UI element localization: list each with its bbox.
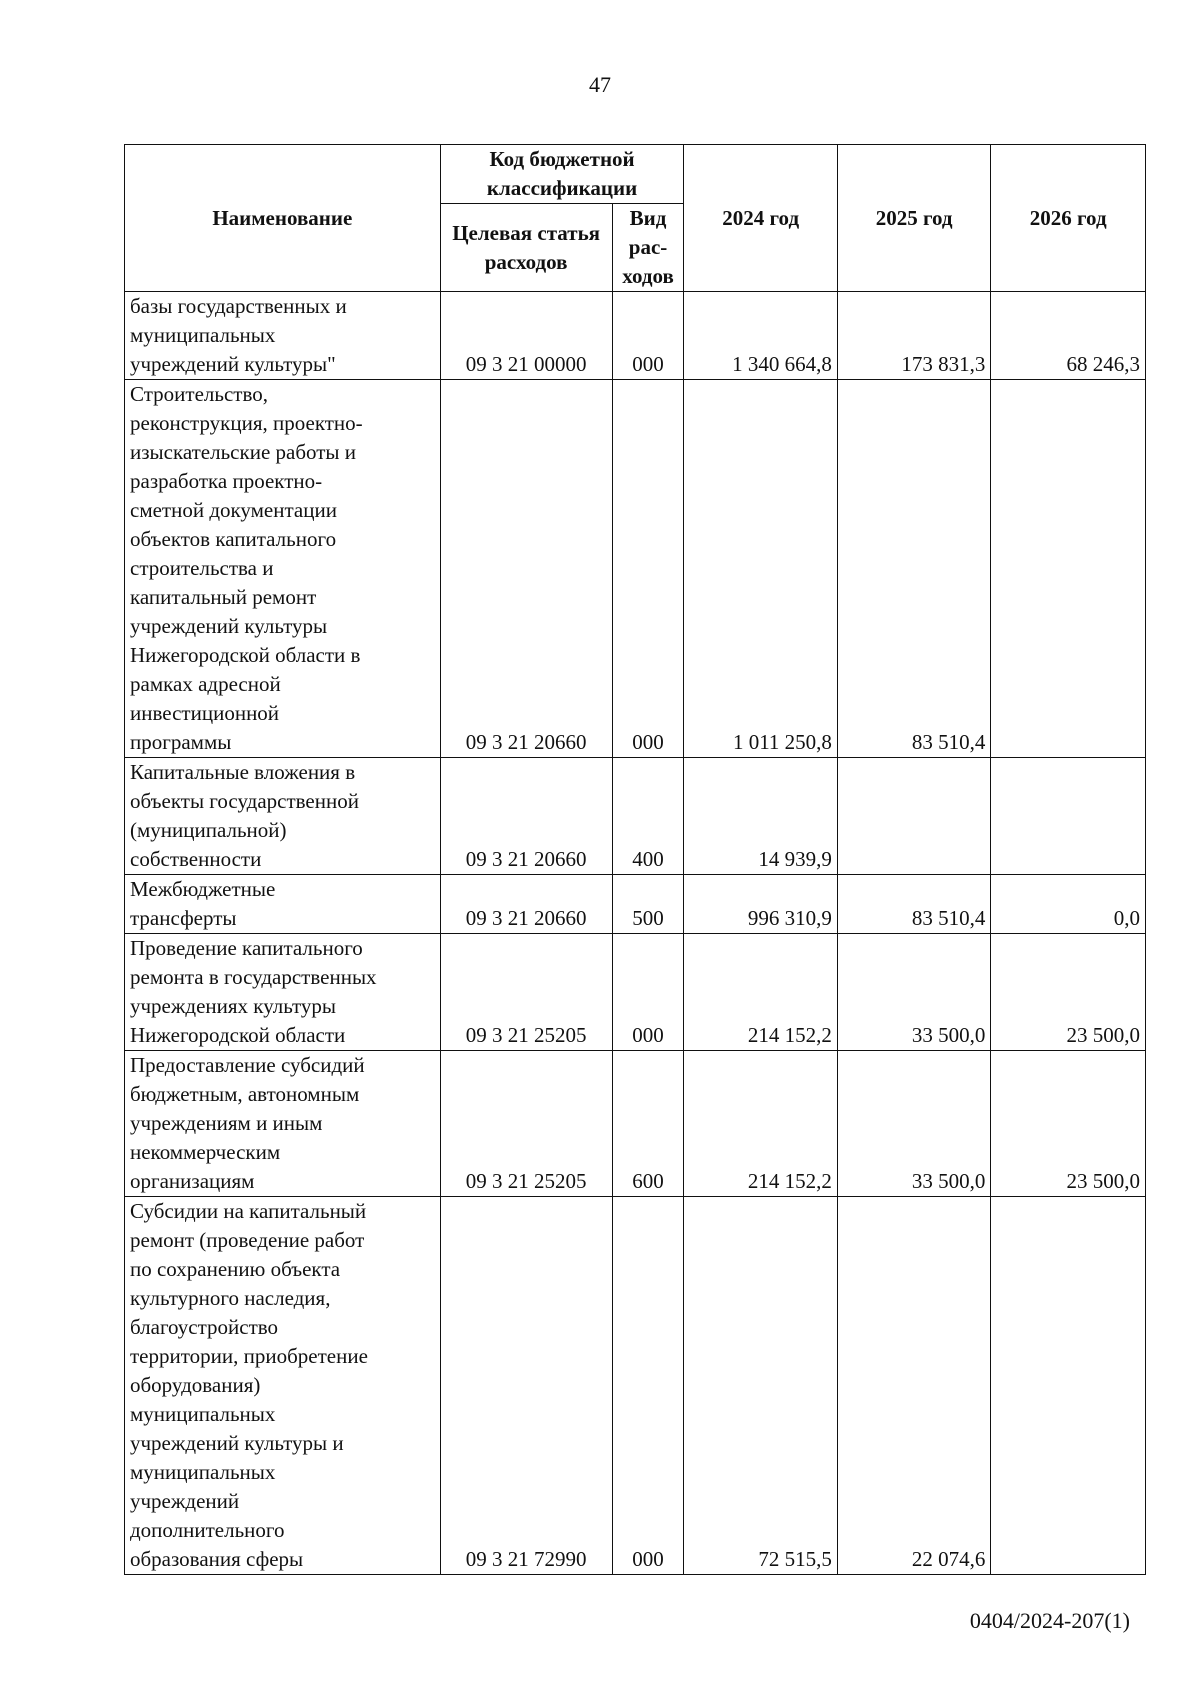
row-name-line: собственности <box>130 847 262 871</box>
row-value-2025: 22 074,6 <box>837 1197 990 1575</box>
row-value-2025: 173 831,3 <box>837 292 990 380</box>
row-value-2024: 1 340 664,8 <box>684 292 837 380</box>
row-name <box>125 758 441 875</box>
row-name-line: Капитальные вложения в <box>130 760 356 784</box>
row-value-2026 <box>991 1197 1146 1575</box>
table-row <box>125 1197 1146 1575</box>
row-name-line: Проведение капитального <box>130 936 363 960</box>
row-name-line: учреждений культуры" <box>130 352 336 376</box>
row-name-line: программы <box>130 730 232 754</box>
table-row <box>125 380 1146 758</box>
row-name-line: некоммерческим <box>130 1140 281 1164</box>
row-name-line: (муниципальной) <box>130 818 287 842</box>
row-expense-type: 500 <box>612 875 684 934</box>
row-name-line: Межбюджетные <box>130 877 276 901</box>
row-name-line: по сохранению объекта <box>130 1257 341 1281</box>
header-2025: 2025 год <box>837 145 990 292</box>
row-name-line: учреждений культуры <box>130 614 328 638</box>
row-name-line: рамках адресной <box>130 672 281 696</box>
row-value-2026: 23 500,0 <box>991 1051 1146 1197</box>
row-name-line: капитальный ремонт <box>130 585 317 609</box>
row-value-2025: 83 510,4 <box>837 875 990 934</box>
row-value-2026: 0,0 <box>991 875 1146 934</box>
row-name-line: Субсидии на капитальный <box>130 1199 367 1223</box>
row-name-line: ремонта в государственных <box>130 965 377 989</box>
row-name-line: культурного наследия, <box>130 1286 331 1310</box>
row-name-line: учреждениях культуры <box>130 994 337 1018</box>
row-value-2024: 996 310,9 <box>684 875 837 934</box>
table-row <box>125 292 1146 380</box>
row-name-line: Предоставление субсидий <box>130 1053 365 1077</box>
row-value-2025 <box>837 758 990 875</box>
row-name <box>125 934 441 1051</box>
row-name-line: благоустройство <box>130 1315 279 1339</box>
row-name-line: трансферты <box>130 906 237 930</box>
row-value-2026: 68 246,3 <box>991 292 1146 380</box>
row-target-article: 09 3 21 72990 <box>440 1197 612 1575</box>
row-value-2026 <box>991 380 1146 758</box>
table-body <box>125 292 1146 1575</box>
header-expense-type: Вид рас-ходов <box>612 204 684 292</box>
header-code-group: Код бюджетной классификации <box>440 145 684 204</box>
row-target-article: 09 3 21 25205 <box>440 1051 612 1197</box>
row-value-2024: 214 152,2 <box>684 934 837 1051</box>
row-name-line: реконструкция, проектно- <box>130 411 363 435</box>
row-target-article: 09 3 21 25205 <box>440 934 612 1051</box>
row-target-article: 09 3 21 20660 <box>440 875 612 934</box>
row-value-2024: 14 939,9 <box>684 758 837 875</box>
row-value-2026 <box>991 758 1146 875</box>
row-expense-type: 000 <box>612 934 684 1051</box>
row-value-2024: 72 515,5 <box>684 1197 837 1575</box>
table-row <box>125 758 1146 875</box>
row-name-line: базы государственных и <box>130 294 347 318</box>
row-name-line: строительства и <box>130 556 274 580</box>
row-value-2026: 23 500,0 <box>991 934 1146 1051</box>
row-expense-type: 000 <box>612 292 684 380</box>
table-row <box>125 1051 1146 1197</box>
table-row <box>125 934 1146 1051</box>
row-name-line: Нижегородской области в <box>130 643 361 667</box>
table-header <box>125 145 1146 292</box>
row-name-line: организациям <box>130 1169 255 1193</box>
row-value-2025: 33 500,0 <box>837 934 990 1051</box>
header-2024: 2024 год <box>684 145 837 292</box>
row-value-2024: 214 152,2 <box>684 1051 837 1197</box>
row-name-line: инвестиционной <box>130 701 280 725</box>
row-expense-type: 400 <box>612 758 684 875</box>
row-name-line: сметной документации <box>130 498 337 522</box>
header-2026: 2026 год <box>991 145 1146 292</box>
row-name-line: дополнительного <box>130 1518 285 1542</box>
row-name <box>125 1197 441 1575</box>
row-name-line: образования сферы <box>130 1547 304 1571</box>
row-expense-type: 000 <box>612 380 684 758</box>
row-target-article: 09 3 21 20660 <box>440 758 612 875</box>
table-row <box>125 875 1146 934</box>
row-name-line: учреждений <box>130 1489 240 1513</box>
row-name-line: бюджетным, автономным <box>130 1082 360 1106</box>
row-target-article: 09 3 21 00000 <box>440 292 612 380</box>
row-name-line: оборудования) <box>130 1373 261 1397</box>
row-name-line: учреждениям и иным <box>130 1111 323 1135</box>
header-name: Наименование <box>125 145 441 292</box>
row-name-line: муниципальных <box>130 1460 276 1484</box>
budget-table <box>124 144 1146 1575</box>
row-name-line: муниципальных <box>130 323 276 347</box>
row-value-2025: 83 510,4 <box>837 380 990 758</box>
row-name-line: муниципальных <box>130 1402 276 1426</box>
page-number: 47 <box>589 72 611 97</box>
row-name-line: изыскательские работы и <box>130 440 357 464</box>
row-name <box>125 1051 441 1197</box>
row-name <box>125 875 441 934</box>
row-name <box>125 380 441 758</box>
row-name-line: ремонт (проведение работ <box>130 1228 365 1252</box>
row-target-article: 09 3 21 20660 <box>440 380 612 758</box>
document-number: 0404/2024-207(1) <box>969 1608 1130 1633</box>
row-name-line: объекты государственной <box>130 789 359 813</box>
row-expense-type: 600 <box>612 1051 684 1197</box>
row-value-2024: 1 011 250,8 <box>684 380 837 758</box>
row-name-line: Строительство, <box>130 382 268 406</box>
row-name-line: территории, приобретение <box>130 1344 368 1368</box>
row-name-line: Нижегородской области <box>130 1023 346 1047</box>
row-expense-type: 000 <box>612 1197 684 1575</box>
row-name-line: учреждений культуры и <box>130 1431 344 1455</box>
header-target-article: Целевая статья расходов <box>440 204 612 292</box>
row-value-2025: 33 500,0 <box>837 1051 990 1197</box>
row-name <box>125 292 441 380</box>
row-name-line: разработка проектно- <box>130 469 323 493</box>
row-name-line: объектов капитального <box>130 527 337 551</box>
